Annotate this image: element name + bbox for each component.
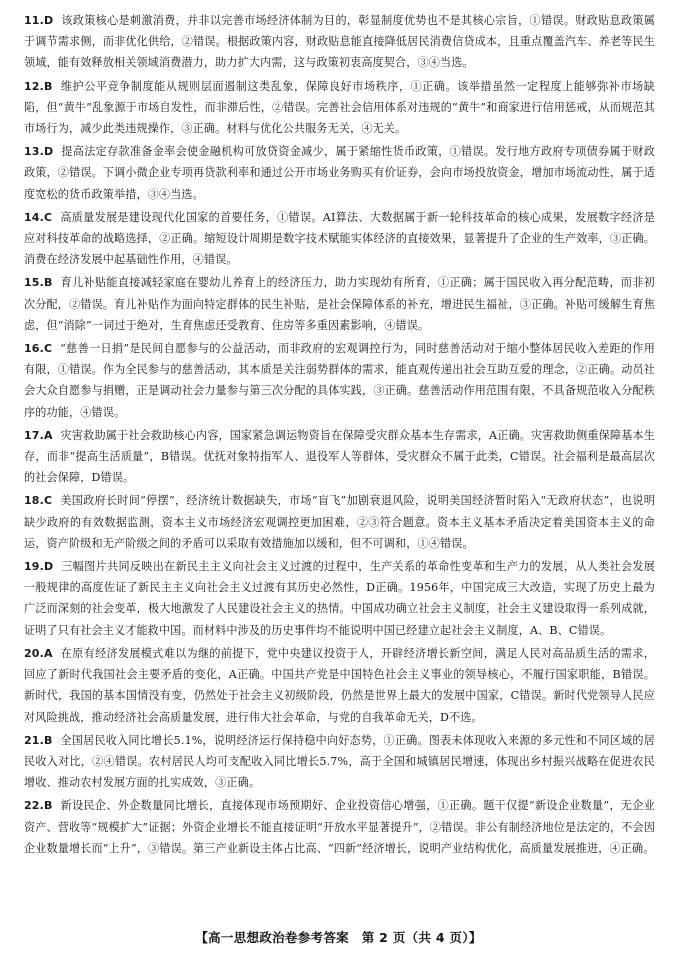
answer-key: B — [43, 79, 53, 93]
answer-item-22 — [24, 795, 655, 859]
answer-explanation: 育儿补贴能直接减轻家庭在婴幼儿养育上的经济压力，助力实现幼有所育，①正确；属于国民收入再分配范畴，而非初次分配，②错误。育儿补贴作为面向特定群体的民生补贴，是社会保障体系的补充，增进民生福祉，③正确。补贴可缓解生育焦虑，但“消除”一词过于绝对，生育焦虑还受教育、住房等多重因素影响，④错误。 — [24, 276, 655, 332]
answer-key: B — [43, 799, 53, 813]
answer-item-11 — [24, 10, 655, 74]
question-number: 18. — [24, 494, 44, 508]
answer-list — [24, 10, 655, 859]
answer-explanation: 美国政府长时间“停摆”，经济统计数据缺失，市场“盲飞”加剧衰退风险，说明美国经济暂时陷入“无政府状态”，也说明缺少政府的有效数据监测，资本主义市场经济宏观调控更加困难，②③符合题意。资本主义基本矛盾决定着美国资本主义的命运，资产阶级和无产阶级之间的矛盾可以采取有效措施加以缓和，但不可调和，①④错误。 — [24, 494, 655, 550]
question-number: 21. — [24, 733, 44, 747]
answer-key: B — [43, 733, 53, 747]
answer-explanation: 在原有经济发展模式难以为继的前提下，党中央建议投资于人，开辟经济增长新空间，满足人民对高品质生活的需求，回应了新时代我国社会主要矛盾的变化，A正确。中国共产党是中国特色社会主义事业的领导核心，不履行国家职能，B错误。新时代，我国的基本国情没有变，仍然处于社会主义初级阶段，仍然是世界上最大的发展中国家，C错误。新时代党领导人民应对风险挑战，推动经济社会高质量发展，进行伟大社会革命，与党的自我革命无关，D不选。 — [24, 646, 655, 724]
answer-explanation: 三幅图片共同反映出在新民主主义向社会主义过渡的过程中，生产关系的革命性变革和生产力的发展，从人类社会发展一般规律的高度佐证了新民主主义向社会主义过渡有其历史必然性，D正确。1956年，中国完成三大改造，实现了历史上最为广泛而深刻的社会变革，极大地激发了人民建设社会主义的热情。中国成功确立社会主义制度，社会主义建设取得一系列成就，证明了只有社会主义才能救中国。而材料中涉及的历史事件均不能说明中国已经建立起社会主义制度，A、B、C错误。 — [24, 560, 655, 637]
answer-explanation: 新设民企、外企数量同比增长，直接体现市场预期好、企业投资信心增强，①正确。题干仅提“新设企业数量”，无企业资产、营收等“规模扩大”证据；外资企业增长不能直接证明“开放水平显著提升”，②错误。非公有制经济地位是法定的，不会因企业数量增长而“上升”，③错误。第三产业新设主体占比高、“四新”经济增长，说明产业结构优化，高质量发展推进，④正确。 — [24, 799, 655, 855]
answer-explanation: 高质量发展是建设现代化国家的首要任务，①错误。AI算法、大数据属于新一轮科技革命的核心成果，发展数字经济是应对科技革命的战略选择，②正确。缩短设计周期是数字技术赋能实体经济的直接效果，显著提升了企业的生产效率，③正确。消费在经济发展中起基础性作用，④错误。 — [24, 210, 655, 267]
answer-explanation: 该政策核心是刺激消费，并非以完善市场经济体制为目的，彰显制度优势也不是其核心宗旨，①错误。财政贴息政策属于调节需求侧，而非优化供给，②错误。根据政策内容，财政贴息能直接降低居民消费信贷成本，且重点覆盖汽车、养老等民生领域，能有效释放相关领域消费潜力，助力扩大内需，这与政策初衷高度契合，③④当选。 — [24, 14, 655, 70]
answer-explanation: “慈善一日捐”是民间自愿参与的公益活动，而非政府的宏观调控行为，同时慈善活动对于缩小整体居民收入差距的作用有限，①错误。作为全民参与的慈善活动，其本质是关注弱势群体的需求，能直观传递出社会互助互爱的理念，②正确。动员社会大众自愿参与捐赠，正是调动社会力量参与第三次分配的具体实践，③正确。慈善活动作用范围有限，不具备规范收入分配秩序的功能，④错误。 — [24, 342, 655, 419]
question-number: 16. — [24, 342, 44, 356]
question-number: 14. — [24, 210, 44, 224]
question-number: 19. — [24, 560, 44, 574]
answer-item-21 — [24, 730, 655, 794]
answer-item-12 — [24, 76, 655, 140]
answer-key: A — [43, 646, 53, 660]
answer-item-16 — [24, 338, 655, 423]
answer-item-20 — [24, 643, 655, 728]
answer-item-19 — [24, 556, 655, 641]
question-number: 11. — [24, 14, 44, 27]
answer-explanation: 全国居民收入同比增长5.1%，说明经济运行保持稳中向好态势，①正确。图表未体现收入来源的多元性和不同区域的居民收入对比，②④错误。农村居民人均可支配收入同比增长5.7%，高于全国和城镇居民增速，体现出乡村振兴战略在促进农民增收、推动农村发展方面的扎实成效，③正确。 — [24, 733, 655, 790]
answer-item-14 — [24, 207, 655, 271]
answer-key: A — [43, 428, 53, 442]
answer-key: C — [43, 342, 53, 356]
answer-item-18 — [24, 490, 655, 554]
question-number: 15. — [24, 276, 44, 290]
answer-item-17 — [24, 425, 655, 489]
answer-key: C — [43, 494, 53, 508]
answer-explanation: 提高法定存款准备金率会使金融机构可放贷资金减少，属于紧缩性货币政策，①错误。发行地方政府专项债券属于财政政策，②错误。下调小微企业专项再贷款利率和通过公开市场业务购买有价证券，会向市场投放资金，增加市场流动性，属于适度宽松的货币政策举措，③④当选。 — [24, 145, 655, 201]
answer-key: B — [43, 276, 53, 290]
answer-explanation: 灾害救助属于社会救助核心内容，国家紧急调运物资旨在保障受灾群众基本生存需求，A正确。灾害救助侧重保障基本生存，而非“提高生活质量”，B错误。优抚对象特指军人、退役军人等群体，受灾群众不属于此类，C错误。社会福利是最高层次的社会保障，D错误。 — [24, 428, 655, 485]
answer-item-15 — [24, 272, 655, 336]
answer-key: D — [43, 145, 54, 159]
answer-key: D — [43, 560, 54, 574]
answer-item-13 — [24, 141, 655, 205]
question-number: 13. — [24, 145, 44, 159]
question-number: 12. — [24, 79, 44, 93]
question-number: 20. — [24, 646, 44, 660]
answer-key: D — [43, 14, 54, 27]
question-number: 22. — [24, 799, 44, 813]
page-footer: 【高一思想政治卷参考答案 第 2 页（共 4 页）】 — [195, 930, 482, 945]
question-number: 17. — [24, 428, 44, 442]
answer-key: C — [43, 210, 53, 224]
answer-explanation: 维护公平竞争制度能从规则层面遏制这类乱象，保障良好市场秩序，①正确。该举措虽然一定程度上能够弥补市场缺陷，但“黄牛”乱象源于市场自发性，而非滞后性，②错误。完善社会信用体系对违规的“黄牛”和商家进行信用惩戒，从而规范其市场行为，减少此类违规操作，③正确。材料与优化公共服务无关，④无关。 — [24, 79, 655, 136]
